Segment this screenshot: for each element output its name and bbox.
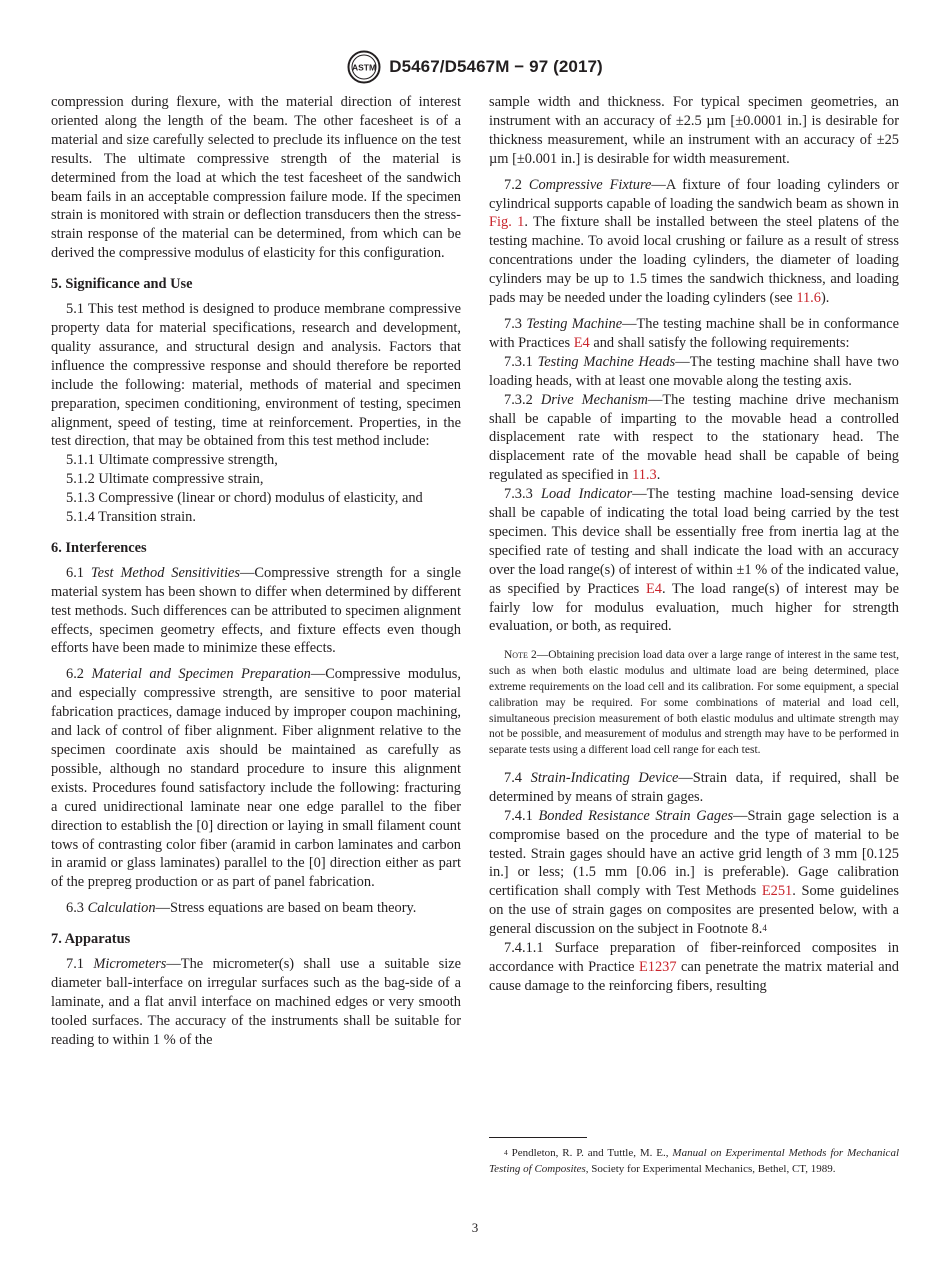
paragraph-7-3-1: 7.3.1 Testing Machine Heads—The testing machine shall have two loading heads, with at least one movable along the testing axis.	[489, 353, 899, 389]
standard-designation: D5467/D5467M − 97 (2017)	[389, 57, 603, 76]
link-section-11-6[interactable]: 11.6	[796, 290, 821, 307]
paragraph-7-3: 7.3 Testing Machine—The testing machine shall be in conformance with Practices E4 and shall satisfy the following requirements:	[489, 315, 900, 351]
astm-logo-icon	[347, 50, 381, 84]
paragraph-7-3-3: 7.3.3 Load Indicator—The testing machine load-sensing device shall be capable of indicating the total load being carried by the test specimen. This device shall be essentially free from inertia lag at the specified rate of testing and shall indicate the load with an accuracy over the load range(s) of interest of within ±1 % of the indicated value, as specified by Practices E4. The load range(s) of interest may be fairly low for modulus evaluation, much higher for strength evaluation, or both, as required.	[489, 486, 899, 635]
paragraph-5-1-3: 5.1.3 Compressive (linear or chord) modulus of elasticity, and	[66, 490, 423, 507]
link-e1237[interactable]: E1237	[638, 959, 677, 976]
left-column	[51, 93, 461, 1050]
paragraph-5-1-4: 5.1.4 Transition strain.	[66, 509, 196, 526]
paragraph-6-2: 6.2 Material and Specimen Preparation—Compressive modulus, and especially compressive strength, are sensitive to poor material fabrication practices, damage induced by improper coupon machining, and lack of control of fiber alignment. Fiber alignment relative to the specimen coordinate axis should be maintained as carefully as possible, although no standard procedure to insure this alignment exists. Procedures found satisfactory include the following: fracturing a cured unidirectional laminate near one edge parallel to the fiber direction to establish the [0] direction or laying in small filament count tows of contrasting color fiber (aramid in carbon laminates and carbon in aramid or glass laminates) parallel to the [0] direction either as part of the prepreg production or as part of panel fabrication.	[51, 666, 461, 891]
paragraph-7-1: 7.1 Micrometers—The micrometer(s) shall use a suitable size diameter ball-interface on irregular surfaces such as the bag-side of a laminate, and a flat anvil interface on machined edges or very smooth tooled surfaces. The accuracy of the instruments shall be suitable for reading to within 1 % of the	[51, 956, 461, 1048]
link-e4[interactable]: E4	[573, 334, 590, 351]
footnote-4: $^4$ Pendleton, R. P. and Tuttle, M. E., Manual on Experimental Methods for Mechanical Testing of Composites, Society for Experimental Mechanics, Bethel, CT, 1989.	[489, 1147, 899, 1175]
svg-text:ASTM: ASTM	[352, 62, 377, 73]
paragraph-6-1: 6.1 Test Method Sensitivities—Compressive strength for a single material system has been shown to differ when determined by different test methods. Such differences can be attributed to specimen alignment effects, specimen geometry effects, and fixture effects even though efforts have been made to minimize these effects.	[51, 564, 461, 657]
note-2: Note 2—Obtaining precision load data over a large range of interest in the same test, such as when both elastic modulus and ultimate load are being determined, place extreme requirements on the load cell and its calibration. For some equipment, a special calibration may be required. For some combinations of material and load cell, simultaneous precision measurement of both elastic modulus and ultimate strength may not be possible, and measurement of modulus and strength may have to be performed in separate tests using a different load cell range for each test.	[489, 649, 900, 757]
paragraph-7-4: 7.4 Strain-Indicating Device—Strain data, if required, shall be determined by means of strain gages.	[489, 769, 899, 805]
paragraph-7-4-1: 7.4.1 Bonded Resistance Strain Gages—Strain gage selection is a compromise based on the procedure and the type of material to be tested. Strain gages should have an active grid length of 3 mm [0.125 in.] or less; (1.5 mm [0.06 in.] is preferable). Gage calibration certification shall comply with Test Methods E251. Some guidelines on the use of strain gages on composites are presented below, with a general discussion on the subject in Footnote 8.$^4$	[489, 807, 899, 938]
link-e4-second[interactable]: E4	[645, 580, 662, 597]
paragraph-7-1-continued: sample width and thickness. For typical specimen geometries, an instrument with an accuracy of ±2.5 µm [±0.0001 in.] is desirable for thickness measurement, while an instrument with an accuracy of ±25 µm [±0.001 in.] is desirable for width measurement.	[489, 94, 899, 167]
right-column	[489, 93, 899, 996]
footnote-divider	[489, 1137, 587, 1138]
link-e251[interactable]: E251	[761, 883, 793, 900]
section-heading-interferences: 6. Interferences	[51, 539, 147, 556]
paragraph-7-3-2: 7.3.2 Drive Mechanism—The testing machine drive mechanism shall be capable of imparting to the movable head a controlled displacement rate with respect to the stationary head. The displacement rate of the movable head shall be capable of being regulated as specified in 11.3.	[489, 391, 899, 484]
paragraph-7-2: 7.2 Compressive Fixture—A fixture of four loading cylinders or cylindrical supports capable of loading the sandwich beam as shown in Fig. 1. The fixture shall be installed between the steel platens of the testing machine. To avoid local crushing or failure as a result of stress concentrations under the loading cylinders, the diameter of loading cylinders may be up to 1.5 times the sandwich thickness, and loading pads may be needed under the loading cylinders (see 11.6).	[489, 176, 899, 307]
paragraph-6-3: 6.3 Calculation—Stress equations are based on beam theory.	[66, 900, 417, 917]
link-fig-1[interactable]: Fig. 1	[489, 214, 525, 231]
paragraph-5-1-2: 5.1.2 Ultimate compressive strain,	[66, 471, 264, 488]
footnote-ref-4[interactable]: 4	[762, 923, 767, 934]
paragraph-7-4-1-1: 7.4.1.1 Surface preparation of fiber-reinforced composites in accordance with Practice E1237 can penetrate the matrix material and cause damage to the reinforcing fibers, resulting	[489, 940, 899, 994]
section-heading-significance: 5. Significance and Use	[51, 276, 193, 293]
link-section-11-3[interactable]: 11.3	[632, 467, 657, 484]
page-number: 3	[471, 1220, 479, 1235]
page-header	[0, 50, 950, 84]
paragraph-5-1: 5.1 This test method is designed to produce membrane compressive property data for material specifications, research and development, quality assurance, and structural design and analysis. Factors that influence the compressive response and should therefore be reported include the following: material, methods of material and specimen preparation, specimen conditioning, environment of testing, specimen alignment, speed of testing, time at reinforcement. Properties, in the test direction, that may be obtained from this test method include:	[51, 301, 461, 450]
section-heading-apparatus: 7. Apparatus	[51, 931, 131, 948]
paragraph-intro-continued: compression during flexure, with the material direction of interest oriented along the length of the beam. The other facesheet is of a material and size carefully selected to preclude its influence on the test results. The ultimate compressive strength of the material is determined from the load at which the test facesheet of the sandwich beam fails in an acceptable compression failure mode. If the specimen strain is monitored with strain or deflection transducers then the stress-strain response of the material can be determined, from which can be derived the compressive modulus of elasticity for this configuration.	[51, 94, 461, 262]
paragraph-5-1-1: 5.1.1 Ultimate compressive strength,	[66, 452, 278, 469]
